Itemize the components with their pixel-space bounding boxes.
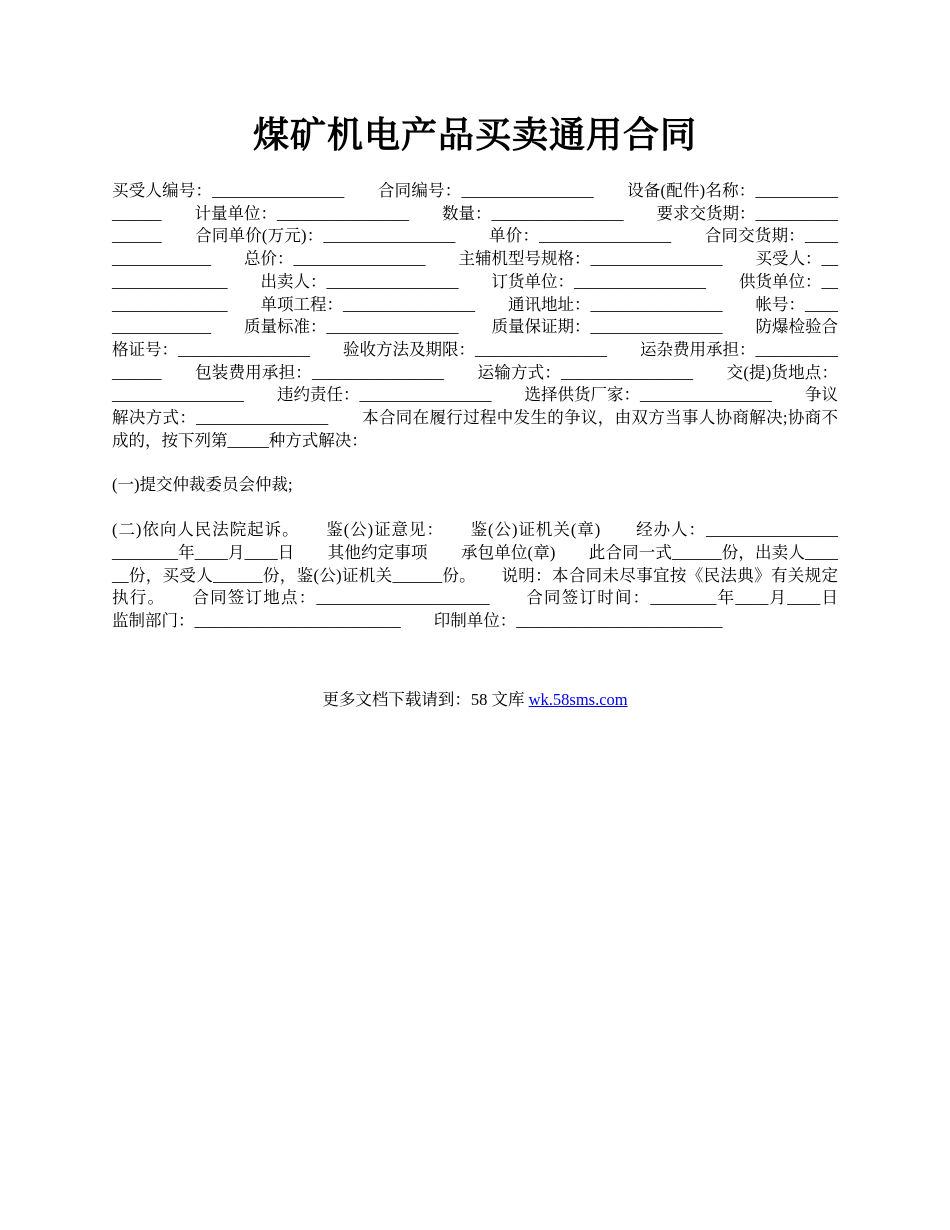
document-title: 煤矿机电产品买卖通用合同 <box>252 115 697 155</box>
arbitration-option-paragraph: (一)提交仲裁委员会仲裁; <box>112 475 293 495</box>
paragraph-spacer <box>112 497 838 519</box>
footer-text: 更多文档下载请到：58 文库 <box>322 690 529 709</box>
contract-body <box>112 180 871 633</box>
contract-fields-paragraph: 买受人编号：________________ 合同编号：________________ 设备(配件)名称：________________ 计量单位：________________ 数量：________________ 要求交货期：________________ 合同单价(万元)：________________ 单价：________________ 合同交货期：________________ 总价：________________ 主辅机型号规格：________________ 买受人：________________ 出卖人：________________ 订货单位：________________ 供货单位：________________ 单项工程：________________ 通讯地址：________________ 帐号：________________ 质量标准：________________ 质量保证期：________________ 防爆检验合格证号：________________ 验收方法及期限：________________ 运杂费用承担：________________ 包装费用承担：________________ 运输方式：________________ 交(提)货地点：________________ 违约责任：________________ 选择供货厂家：________________ 争议解决方式：________________ 本合同在履行过程中发生的争议，由双方当事人协商解决;协商不成的，按下列第_____种方式解决： <box>112 181 838 450</box>
footer-link[interactable]: wk.58sms.com <box>528 690 628 709</box>
litigation-and-signature-paragraph: (二)依向人民法院起诉。 鉴(公)证意见： 鉴(公)证机关(章) 经办人：________________ ________年____月____日 其他约定事项 承包单位(章) 此合同一式______份，出卖人______份，买受人______份，鉴(公)证机关______份。 说明：本合同未尽事宜按《民法典》有关规定执行。 合同签订地点：_____________________ 合同签订时间：________年____月____日 监制部门：_________________________ 印制单位：_________________________ <box>112 520 871 630</box>
download-footer <box>0 688 950 712</box>
paragraph-spacer <box>112 452 838 474</box>
